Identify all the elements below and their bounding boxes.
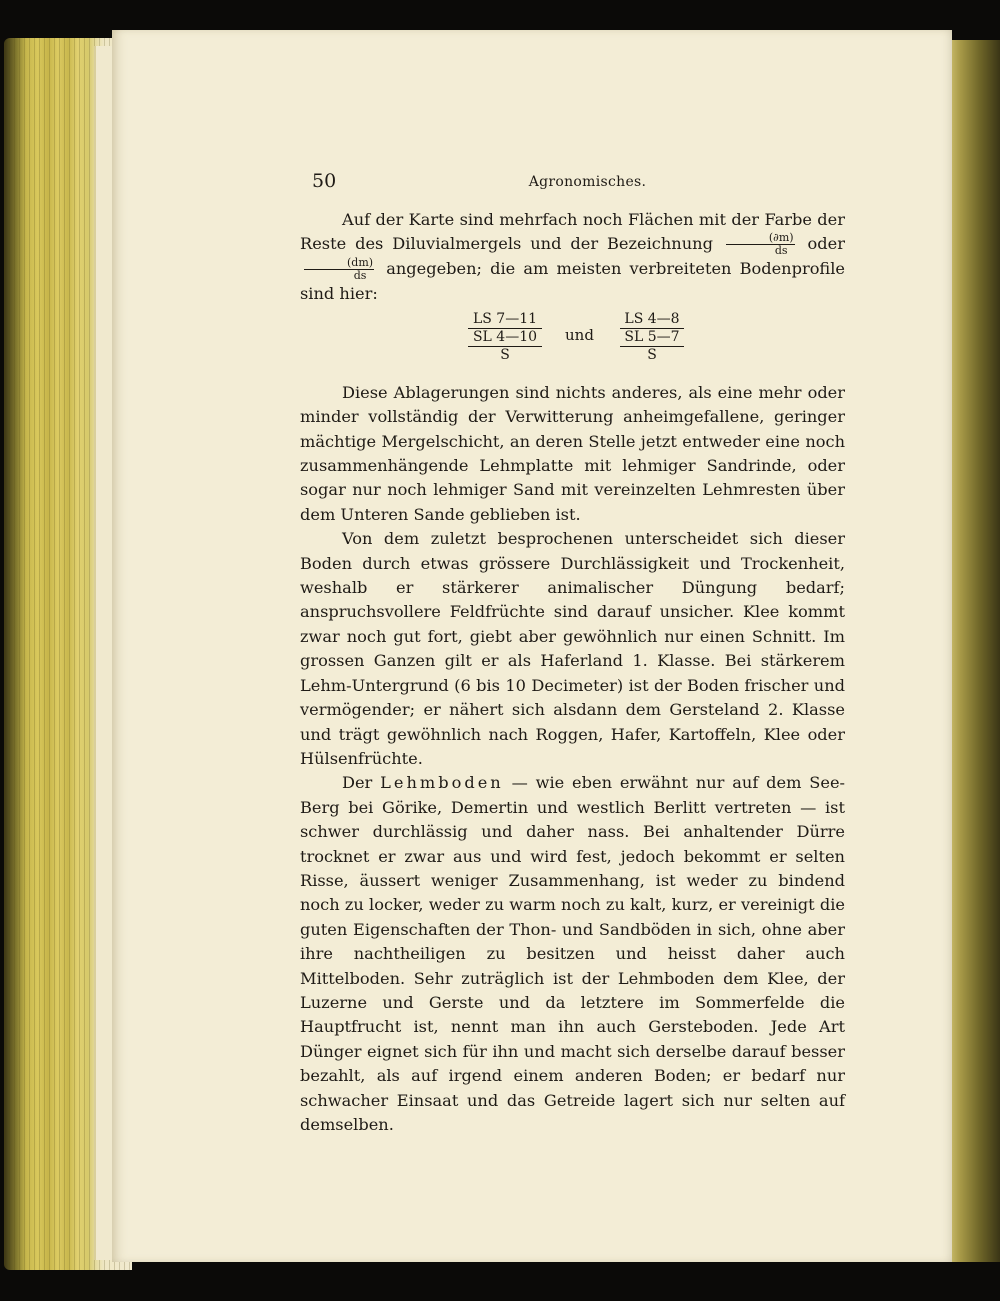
term-lehmboden: Lehmboden — [380, 773, 504, 793]
profile-row: S — [468, 346, 542, 364]
fraction-dm-ds-2 — [304, 257, 374, 282]
paragraph-2: Diese Ablagerungen sind nichts anderes, als eine mehr oder minder vollständig der Verwitterung anheimgefallene, geringer mächtige Mergelschicht, an deren Stelle jetzt entweder eine noch zusammenhängende Lehmplatte mit lehmiger Sandrinde, oder sogar nur noch lehmiger Sand mit vereinzelten Lehmresten über dem Unteren Sande geblieben ist. — [300, 382, 845, 524]
paragraph-1-text-c: angegeben; die am meisten verbreiteten Bodenprofile sind hier: — [300, 259, 845, 304]
profile-row: SL 5—7 — [620, 328, 684, 346]
paragraph-1-text-b: oder — [807, 234, 845, 254]
fraction-denominator: ds — [353, 269, 367, 283]
formula-connector: und — [565, 325, 594, 344]
page-body — [300, 208, 845, 1137]
profile-row: SL 4—10 — [468, 328, 542, 346]
page-content — [300, 168, 845, 1137]
running-title: Agronomisches. — [528, 174, 647, 190]
paragraph-1-text-a: Auf der Karte sind mehrfach noch Flächen mit der Farbe der Reste des Diluvialmergels und der Bezeichnung — [300, 210, 845, 254]
paragraph-4-text: — wie eben erwähnt nur auf dem See-Berg bei Görike, Demertin und westlich Berlitt vertreten — ist schwer durchlässig und daher nass. Bei anhaltender Dürre trocknet er zwar aus und wird fest, jedoch bekommt er selten Risse, äussert weniger Zusammenhang, ist weder zu bindend noch zu locker, weder zu warm noch zu kalt, kurz, er vereinigt die guten Eigenschaften der Thon- und Sandböden in sich, ohne aber ihre nachtheiligen zu besitzen und heisst daher auch Mittelboden. Sehr zuträglich ist der Lehmboden dem Klee, der Luzerne und Gerste und da letztere im Sommerfelde die Hauptfrucht ist, nennt man ihn auch Gersteboden. Jede Art Dünger eignet sich für ihn und macht sich derselbe darauf besser bezahlt, als auf irgend einem anderen Boden; er bedarf nur schwacher Einsaat und das Getreide lagert sich nur selten auf demselben. — [300, 773, 845, 1134]
page-header — [300, 168, 845, 196]
fraction-dm-ds-1 — [726, 232, 795, 257]
paragraph-3: Von dem zuletzt besprochenen unterscheidet sich dieser Boden durch etwas grössere Durchlässigkeit und Trockenheit, weshalb er stärkerer animalischer Düngung bedarf; anspruchsvollere Feldfrüchte sind darauf unsicher. Klee kommt zwar noch gut fort, giebt aber gewöhnlich nur einen Schnitt. Im grossen Ganzen gilt er als Haferland 1. Klasse. Bei stärkerem Lehm-Untergrund (6 bis 10 Decimeter) ist der Boden frischer und vermögender; er nähert sich alsdann dem Gersteland 2. Klasse und trägt gewöhnlich nach Roggen, Hafer, Kartoffeln, Klee oder Hülsenfrüchte. — [300, 529, 845, 768]
paragraph-1 — [300, 208, 845, 307]
profile-row: LS 4—8 — [624, 310, 680, 327]
book-cover-edge — [950, 40, 1000, 1262]
fraction-numerator: (∂m) — [726, 232, 795, 245]
soil-profile-left — [468, 311, 542, 364]
profile-row: S — [620, 346, 684, 364]
fraction-denominator: ds — [774, 244, 788, 258]
fraction-numerator: (dm) — [304, 257, 374, 270]
soil-profile-right — [620, 311, 684, 364]
profile-row: LS 7—11 — [472, 310, 538, 327]
soil-profile-formulas — [300, 311, 845, 373]
paragraph-4-lead: Der — [342, 773, 373, 793]
page-number: 50 — [312, 170, 337, 192]
paragraph-4 — [300, 771, 845, 1137]
